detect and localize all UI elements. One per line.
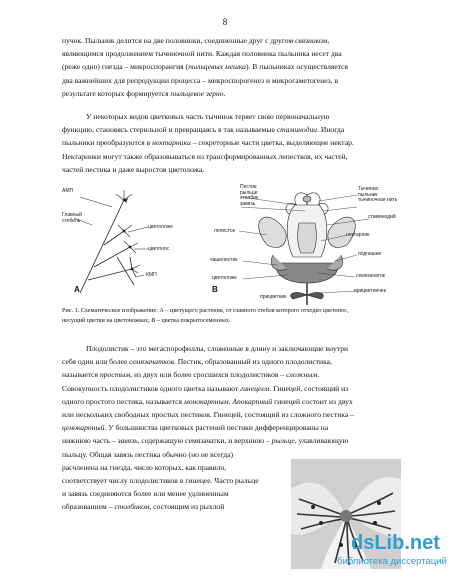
label-ovule: семязачаток: [356, 273, 385, 279]
text: . Пестик, образованный из одного плодолистика,: [173, 357, 332, 367]
term: пыльцевое зерно: [170, 88, 224, 98]
text-line: Нектарники могут также образовываться из трансформированных лепестков, их частей,: [62, 151, 348, 161]
text: (реже одно) гнезда – микроспорангия (: [62, 62, 189, 72]
term: Апокарпный: [232, 396, 273, 406]
term: ценокарпный: [62, 423, 105, 433]
text: . Гинецей, состоящий из: [269, 383, 349, 393]
label-nectary: нектарник: [346, 232, 370, 238]
term: стаминодии: [276, 125, 318, 135]
label-kmp: КМП: [146, 272, 157, 278]
label-stamen: Тычинка: пыльник тычиночная нить: [358, 186, 398, 204]
term: гинецеем: [240, 383, 270, 393]
text: нижнюю часть –: [62, 436, 118, 446]
text-line: Плодолистик – это мегаспорофиллы, сложенные в длину и заключающие внутри: [86, 344, 349, 353]
figure-a-plant-diagram: [62, 185, 212, 305]
label-bract: прицветник: [260, 294, 287, 300]
term: простым: [99, 370, 131, 380]
text: . У большинства цветковых растений пестики дифференцированы на: [104, 423, 329, 433]
text: результате которых формируется: [62, 88, 171, 98]
text: . Иногда: [317, 125, 345, 135]
text: , улавливающую: [294, 436, 349, 446]
term: пыльцевых мешка: [188, 62, 246, 72]
watermark-sub-text: библиотека диссертаций: [337, 556, 447, 567]
term: монокарпным: [183, 396, 229, 406]
watermark-main-text: dsLib.net: [351, 532, 440, 554]
label-amp: АМП: [62, 188, 74, 194]
text: гинецей состоит из двух: [272, 396, 353, 406]
text: функцию, становясь стерильной и превращаясь в так называемые: [62, 125, 277, 135]
text: , из двух или более сросшихся плодолистиков –: [130, 370, 287, 380]
text: , содержащую семязачатки, и верхнюю –: [137, 436, 272, 446]
term: рыльце: [271, 436, 295, 446]
label-receptacle-b: цветоложе: [212, 275, 237, 281]
text-line: У некоторых видов цветковых часть тычинок теряет свою первоначальную: [86, 112, 330, 121]
paragraph-2: [62, 110, 407, 176]
label-main-stem: Главный стебель: [62, 212, 82, 224]
text: – секреторные части цветка, выделяющие нектар.: [190, 138, 354, 148]
text-line: два важнейших для репродукции процесса – микроспорогенез и микрогаметогенез, в: [62, 75, 339, 85]
label-receptacle-a: цветоложе: [148, 224, 173, 230]
label-sepal: чашелистик: [210, 257, 238, 263]
term: семязачатков: [129, 357, 174, 367]
text: ,: [327, 36, 330, 45]
term: связником: [295, 36, 328, 45]
figure-letter-b: В: [212, 285, 218, 294]
figure-caption: [62, 306, 407, 326]
label-bracteole: прицветничек: [354, 288, 386, 294]
text-line: частей пестика и даже выростов цветоложа.: [62, 164, 205, 174]
text: .: [317, 370, 320, 380]
figure-letter-a: А: [74, 285, 80, 294]
text: называется: [62, 370, 100, 380]
text: , состоящим из рыхлой: [149, 502, 225, 512]
text: одного простого пестика, называется: [62, 396, 184, 406]
text: образованием –: [62, 502, 115, 512]
text: пучок. Пыльник делится на две половинки, соединенные друг с другом: [62, 36, 296, 45]
label-epicalyx: подчашие: [358, 251, 382, 257]
caption-line: несущий цветки на цветоножках; В – цветка покрытосеменных.: [62, 317, 231, 324]
text-line: соответствует числу плодолистиков в гинецее. Часто рыльце: [62, 476, 259, 486]
text-line: расчленена на гнезда, число которых, как правило,: [62, 462, 227, 472]
paragraph-1: [62, 34, 407, 100]
label-pistil: Пестик: рыльце столбик завязь: [240, 184, 259, 207]
text-line: или нескольких свободных простых пестиков. Гинецей, состоящий из сложного пестика –: [62, 410, 354, 420]
text-line: являющимся продолжением тычиночной нити. Каждая половинка пыльника несет два: [62, 49, 342, 59]
term: столбиком: [114, 502, 150, 512]
term: нектарники: [152, 138, 191, 148]
label-staminode: стаминодий: [368, 214, 396, 220]
caption-line: Рис. 1. Схематическое изображение: А – цветущего растения, от главного стебля которого отходит цветонос,: [62, 307, 349, 314]
label-petal: лепесток: [214, 228, 235, 234]
text: .: [228, 396, 233, 406]
text: ). В пыльниках осуществляется: [245, 62, 349, 72]
text: Совокупность плодолистиков одного цветка называют: [62, 383, 241, 393]
text: себя один или более: [62, 357, 130, 367]
text: пыльники преобразуются в: [62, 138, 153, 148]
page-number: 8: [222, 17, 228, 27]
text-line: пыльцу. Общая завязь пестика обычно (но не всегда): [62, 449, 234, 459]
term: завязь: [117, 436, 138, 446]
text: .: [223, 88, 226, 98]
text-line: и завязь соединяются более или менее удлиненным: [62, 489, 229, 499]
dslib-watermark-logo: [327, 532, 447, 576]
term: сложным: [286, 370, 318, 380]
label-peduncle: цветонос: [148, 246, 170, 252]
figure-1: [62, 185, 407, 305]
